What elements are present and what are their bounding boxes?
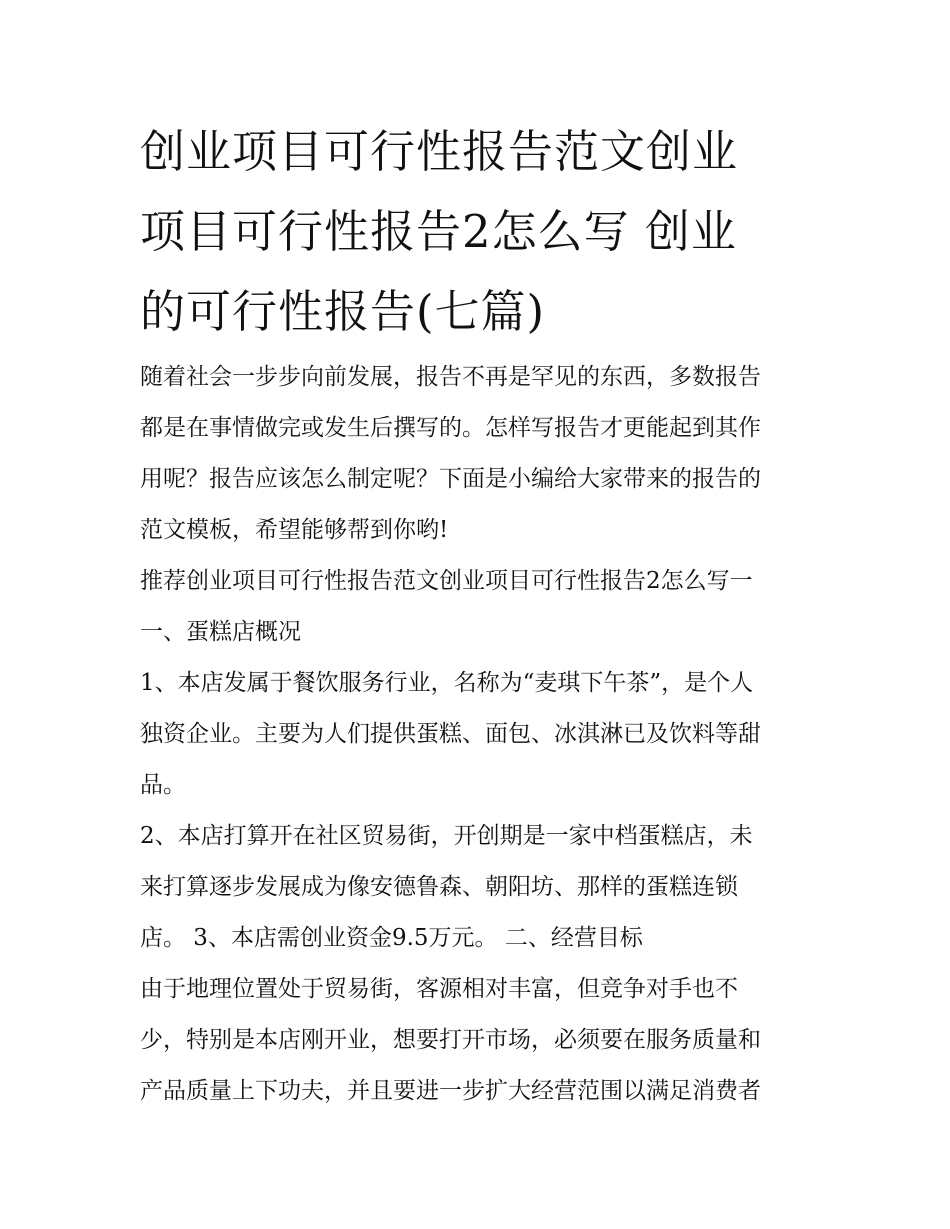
body-line: 产品质量上下功夫，并且要进一步扩大经营范围以满足消费者: [140, 1078, 761, 1104]
body-line: 店。 3、本店需创业资金9.5万元。 二、经营目标: [140, 925, 643, 951]
body-line: 少，特别是本店刚开业，想要打开市场，必须要在服务质量和: [140, 1027, 761, 1053]
body-line: 1、本店发属于餐饮服务行业，名称为“麦琪下午茶”，是个人: [140, 670, 754, 696]
title-line: 创业项目可行性报告范文创业: [140, 125, 739, 178]
body-line: 独资企业。主要为人们提供蛋糕、面包、冰淇淋已及饮料等甜: [140, 721, 761, 747]
document-title: [140, 112, 820, 352]
body-line: 由于地理位置处于贸易街，客源相对丰富，但竞争对手也不: [140, 976, 738, 1002]
section-heading: 一、蛋糕店概况: [140, 619, 301, 645]
body-line: 范文模板，希望能够帮到你哟!: [140, 517, 449, 543]
body-line: 2、本店打算开在社区贸易街，开创期是一家中档蛋糕店，未: [140, 823, 753, 849]
body-line: 推荐创业项目可行性报告范文创业项目可行性报告2怎么写一: [140, 568, 753, 594]
body-line: 品。: [140, 772, 186, 798]
body-line: 都是在事情做完或发生后撰写的。怎样写报告才更能起到其作: [140, 415, 761, 441]
document-body: [140, 352, 820, 1117]
body-line: 用呢？报告应该怎么制定呢？下面是小编给大家带来的报告的: [140, 466, 761, 492]
body-line: 来打算逐步发展成为像安德鲁森、朝阳坊、那样的蛋糕连锁: [140, 874, 738, 900]
body-line: 随着社会一步步向前发展，报告不再是罕见的东西，多数报告: [140, 364, 761, 390]
title-line: 的可行性报告(七篇): [140, 285, 546, 338]
title-line: 项目可行性报告2怎么写 创业: [140, 205, 737, 258]
